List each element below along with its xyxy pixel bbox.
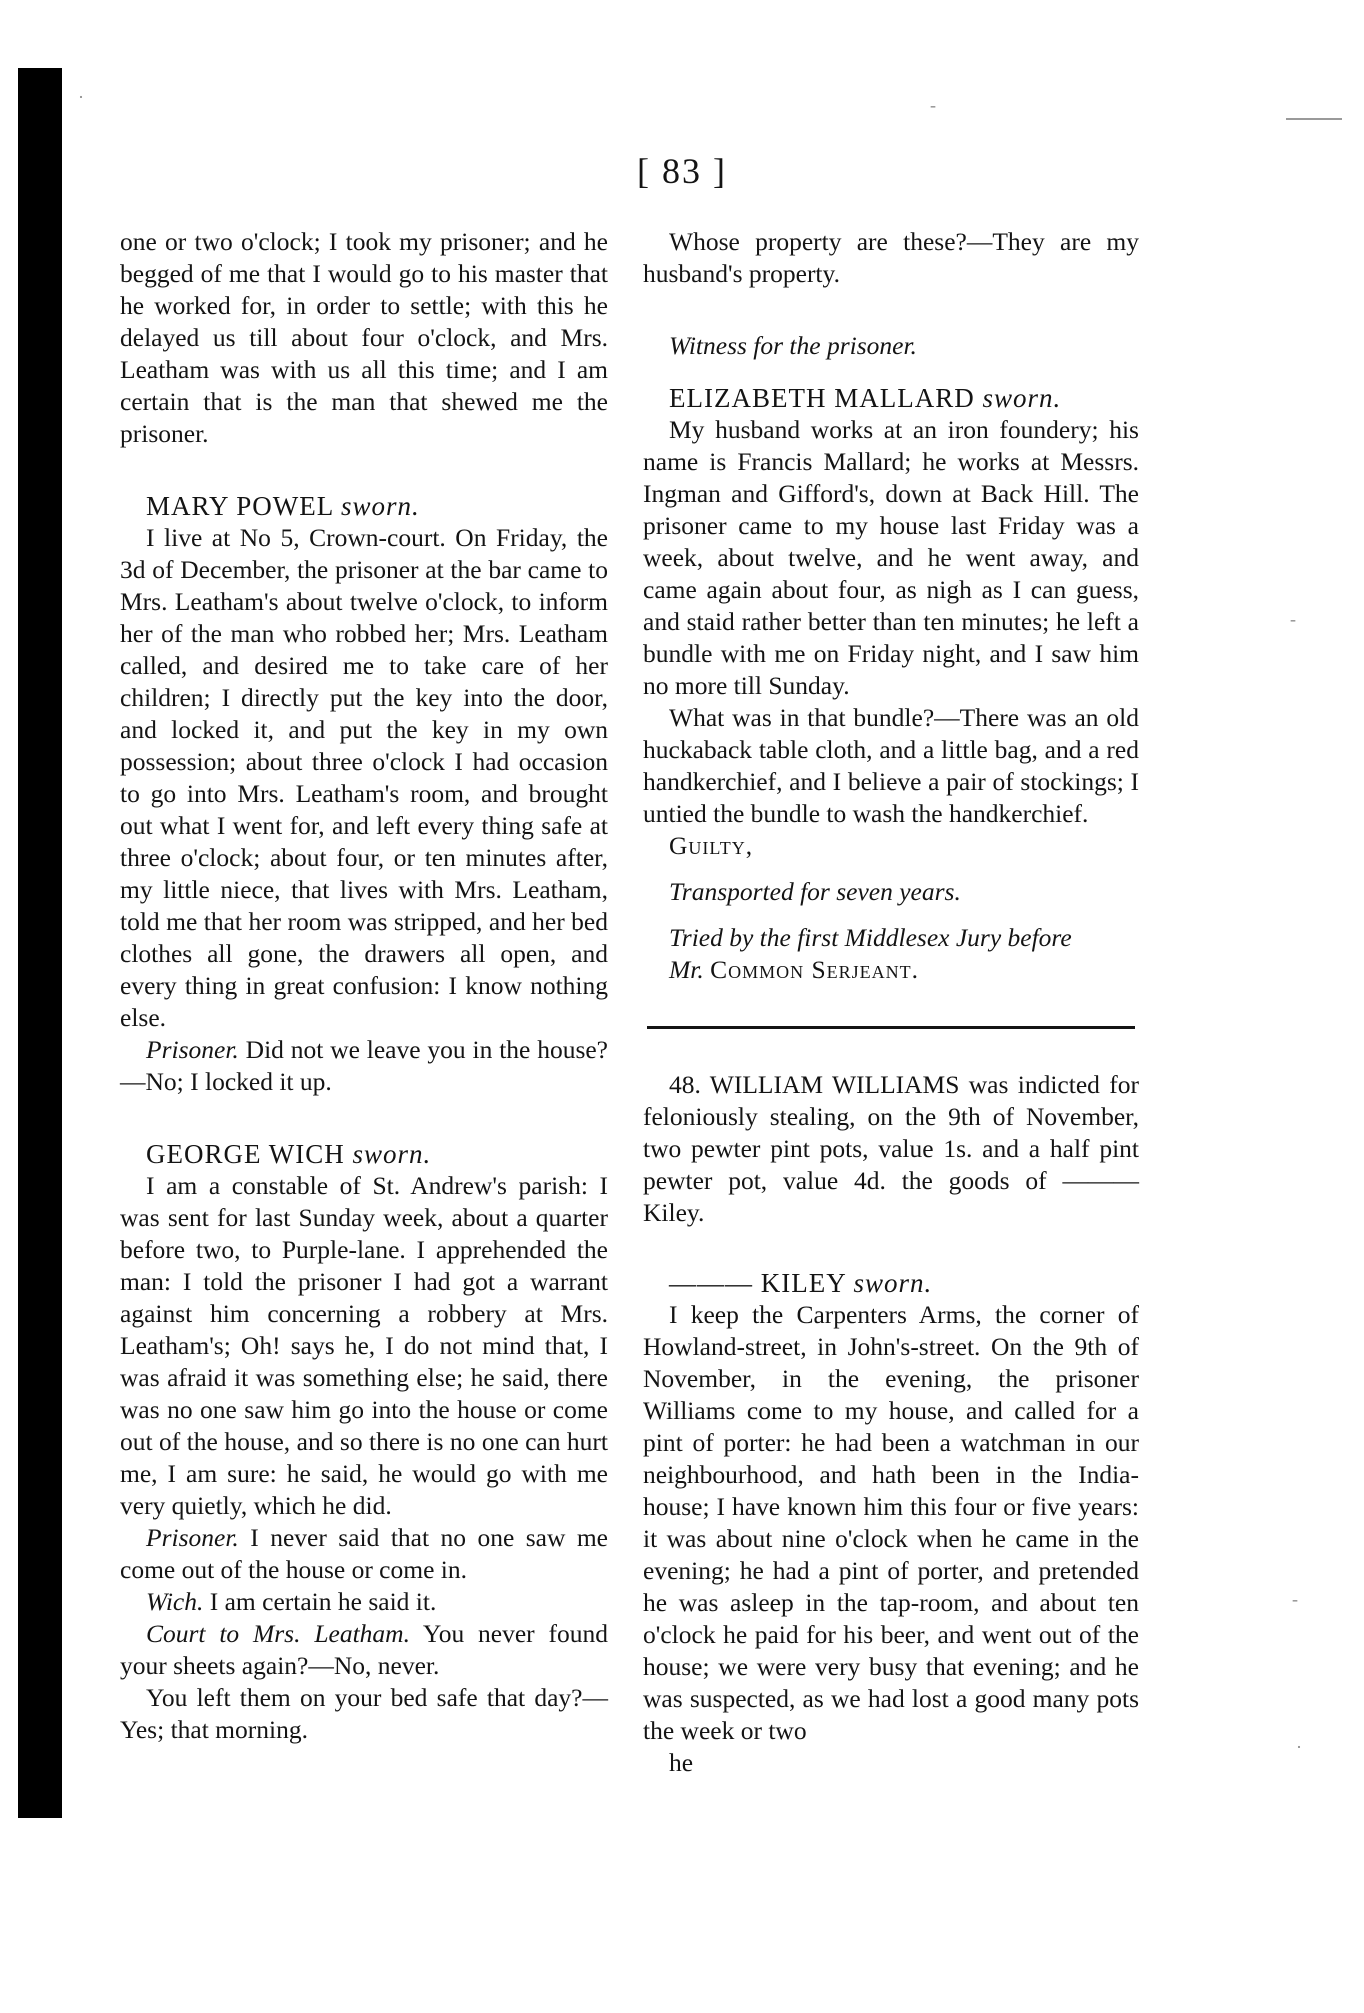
testimony-paragraph: You left them on your bed safe that day?—Yes; that morning. <box>120 1683 608 1744</box>
sentence: Transported for seven years. <box>669 877 961 906</box>
sworn-label: sworn. <box>352 1139 432 1169</box>
testimony-paragraph: one or two o'clock; I took my prisoner; and he begged of me that I would go to his master that he worked for, in order to settle; with this he delayed us till about four o'clock, and Mrs. Leatham was with us all this time; and I am certain that is the man that shewed me the prisoner. <box>120 227 608 448</box>
speaker-label: Prisoner. <box>146 1523 239 1552</box>
ink-speck: - <box>930 95 936 115</box>
witness-name: ELIZABETH MALLARD <box>669 383 975 413</box>
jury-note: Tried by the first Middlesex Jury before <box>669 923 1072 952</box>
testimony-paragraph <box>120 1618 608 1682</box>
ink-speck: - <box>1292 1589 1298 1609</box>
witness-for-prisoner-heading: Witness for the prisoner. <box>669 331 917 360</box>
judge-name: Common Serjeant. <box>710 955 920 984</box>
testimony-paragraph <box>120 1586 608 1618</box>
left-column <box>120 226 608 1746</box>
witness-name: MARY POWEL <box>146 491 334 521</box>
testimony-paragraph: What was in that bundle?—There was an old huckaback table cloth, and a little bag, and a red handkerchief, and I believe a pair of stockings; I untied the bundle to wash the handkerchief. <box>643 703 1139 828</box>
testimony-paragraph <box>120 1522 608 1586</box>
testimony-text: I never said that no one saw me come out of the house or come in. <box>120 1523 608 1584</box>
witness-name: ——— KILEY <box>669 1268 846 1298</box>
testimony-text: Did not we leave you in the house?—No; I locked it up. <box>120 1035 608 1096</box>
speaker-label: Wich. <box>146 1587 204 1616</box>
testimony-paragraph: I am a constable of St. Andrew's parish: I was sent for last Sunday week, about a quarter before two, to Purple-lane. I apprehended the man: I told the prisoner I had got a warrant against him concerning a robbery at Mrs. Leatham's; Oh! says he, I do not mind that, I was afraid it was something else; he said, there was no one saw him go into the house or come out of the house, and so there is no one can hurt me, I am sure: he said, he would go with me very quietly, which he did. <box>120 1171 608 1520</box>
ink-speck: · <box>78 87 84 107</box>
right-column <box>643 226 1139 1779</box>
testimony-paragraph: I keep the Carpenters Arms, the corner of Howland-street, in John's-street. On the 9th of November, in the evening, the prisoner Williams come to my house, and called for a pint of porter: he had been a watchman in our neighbourhood, and hath been in the India-house; I have known him this four or five years: it was about nine o'clock when he came in the evening; he had a pint of porter, and pretended he was asleep in the tap-room, and about ten o'clock he paid for his beer, and went out of the house; we were very busy that evening; and he was suspected, as we had lost a good many pots the week or two <box>643 1300 1139 1745</box>
witness-heading-mary-powel <box>120 490 608 522</box>
indictment-paragraph: 48. WILLIAM WILLIAMS was indicted for feloniously stealing, on the 9th of November, two pewter pint pots, value 1s. and a half pint pewter pot, value 4d. the goods of ——— Kiley. <box>643 1070 1139 1227</box>
testimony-paragraph: I live at No 5, Crown-court. On Friday, the 3d of December, the prisoner at the bar came to Mrs. Leatham's about twelve o'clock, to inform her of the man who robbed her; Mrs. Leatham called, and desired me to take care of her children; I directly put the key into the door, and locked it, and put the key in my own possession; about three o'clock I had occasion to go into Mrs. Leatham's room, and brought out what I went for, and left every thing safe at three o'clock; about four, or ten minutes after, my little niece, that lives with Mrs. Leatham, told me that her room was stripped, and her bed clothes all gone, the drawers all open, and every thing in great confusion: I know nothing else. <box>120 523 608 1032</box>
book-binding-edge <box>18 68 62 1818</box>
witness-heading-george-wich <box>120 1138 608 1170</box>
verdict: Guilty, <box>669 831 754 860</box>
speaker-label: Court to Mrs. Leatham. <box>146 1619 410 1648</box>
title-abbrev: Mr. <box>669 955 704 984</box>
page-number-header: [ 83 ] <box>637 151 727 191</box>
page-edge-mark <box>1286 118 1342 120</box>
witness-heading-kiley <box>643 1267 1139 1299</box>
speaker-label: Prisoner. <box>146 1035 239 1064</box>
testimony-text: You never found your sheets again?—No, never. <box>120 1619 608 1680</box>
sworn-label: sworn. <box>341 491 420 521</box>
witness-heading-elizabeth-mallard <box>643 382 1139 414</box>
testimony-paragraph: Whose property are these?—They are my husband's property. <box>643 227 1139 288</box>
testimony-text: I am certain he said it. <box>203 1587 437 1616</box>
ink-speck: - <box>1290 609 1296 629</box>
sworn-label: sworn. <box>853 1268 933 1298</box>
ink-speck: · <box>1296 1737 1302 1757</box>
jury-note-line2 <box>643 954 1139 986</box>
testimony-paragraph <box>120 1034 608 1098</box>
witness-name: GEORGE WICH <box>146 1139 345 1169</box>
sworn-label: sworn. <box>982 383 1062 413</box>
catchword: he <box>669 1748 694 1777</box>
testimony-paragraph: My husband works at an iron foundery; his name is Francis Mallard; he works at Messrs. Ingman and Gifford's, down at Back Hill. The prisoner came to my house last Friday was a week, about twelve, and he went away, and came again about four, as nigh as I can guess, and staid rather better than ten minutes; he left a bundle with me on Friday night, and I saw him no more till Sunday. <box>643 415 1139 700</box>
